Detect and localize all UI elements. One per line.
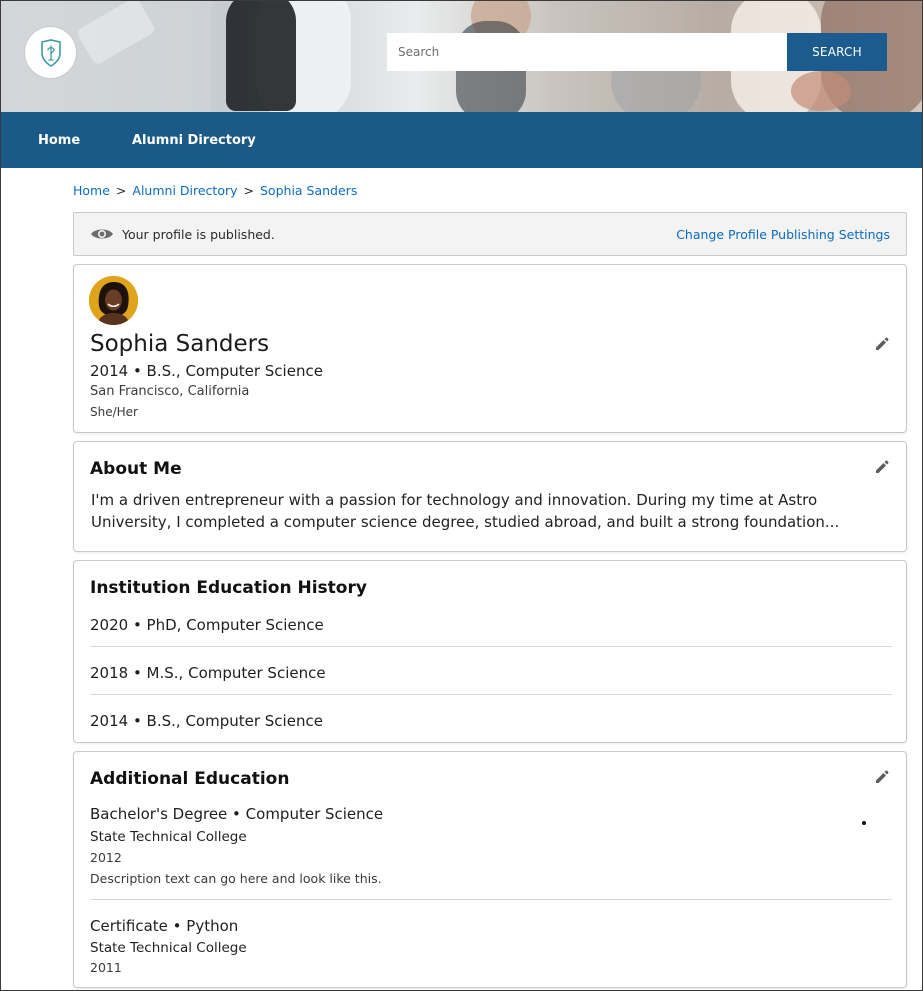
education-item: 2020 • PhD, Computer Science bbox=[90, 616, 324, 634]
divider bbox=[90, 899, 892, 900]
profile-degree: 2014 • B.S., Computer Science bbox=[90, 362, 323, 380]
hero-banner bbox=[1, 1, 922, 112]
more-options-dot[interactable] bbox=[862, 821, 866, 825]
additional-education-card bbox=[73, 751, 907, 988]
additional-education-heading: Bachelor's Degree • Computer Science bbox=[90, 805, 384, 823]
main-nav bbox=[1, 112, 922, 168]
breadcrumb-current[interactable]: Sophia Sanders bbox=[260, 183, 358, 198]
profile-pronouns: She/Her bbox=[90, 405, 138, 419]
divider bbox=[90, 646, 892, 647]
publish-status-banner bbox=[73, 212, 907, 256]
publish-status-text: Your profile is published. bbox=[122, 226, 275, 242]
education-item: 2014 • B.S., Computer Science bbox=[90, 712, 323, 730]
divider bbox=[90, 694, 892, 695]
additional-education-heading: Certificate • Python bbox=[90, 917, 239, 935]
breadcrumb-home[interactable]: Home bbox=[73, 183, 110, 198]
breadcrumb-separator: > bbox=[115, 183, 127, 198]
additional-education-year: 2011 bbox=[90, 960, 122, 975]
breadcrumb bbox=[73, 183, 357, 198]
publish-settings-link[interactable]: Change Profile Publishing Settings bbox=[676, 226, 890, 242]
education-item: 2018 • M.S., Computer Science bbox=[90, 664, 326, 682]
about-me-card bbox=[73, 441, 907, 552]
additional-education-title: Additional Education bbox=[90, 769, 290, 789]
avatar bbox=[89, 276, 138, 325]
profile-name: Sophia Sanders bbox=[90, 331, 270, 357]
profile-card bbox=[73, 264, 907, 433]
additional-education-school: State Technical College bbox=[90, 940, 247, 956]
pencil-icon[interactable] bbox=[874, 336, 890, 352]
search-input[interactable] bbox=[387, 33, 787, 71]
nav-item-home[interactable]: Home bbox=[38, 132, 81, 148]
additional-education-description: Description text can go here and look like this. bbox=[90, 871, 382, 886]
about-me-title: About Me bbox=[90, 459, 182, 479]
pencil-icon[interactable] bbox=[874, 769, 890, 785]
nav-item-alumni-directory[interactable]: Alumni Directory bbox=[132, 132, 256, 148]
logo-icon[interactable] bbox=[25, 27, 76, 78]
search-bar bbox=[387, 33, 887, 71]
search-button[interactable]: SEARCH bbox=[787, 33, 887, 71]
about-me-text: I'm a driven entrepreneur with a passion for technology and innovation. During my time at Astro University, I completed a computer science degree, studied abroad, and built a strong foundation... bbox=[91, 491, 840, 531]
pencil-icon[interactable] bbox=[874, 459, 890, 475]
breadcrumb-alumni-directory[interactable]: Alumni Directory bbox=[132, 183, 238, 198]
eye-icon bbox=[90, 226, 114, 242]
education-history-card bbox=[73, 560, 907, 743]
additional-education-school: State Technical College bbox=[90, 829, 247, 845]
additional-education-year: 2012 bbox=[90, 850, 122, 865]
profile-location: San Francisco, California bbox=[90, 384, 250, 399]
breadcrumb-separator: > bbox=[243, 183, 254, 198]
education-history-title: Institution Education History bbox=[90, 578, 367, 598]
